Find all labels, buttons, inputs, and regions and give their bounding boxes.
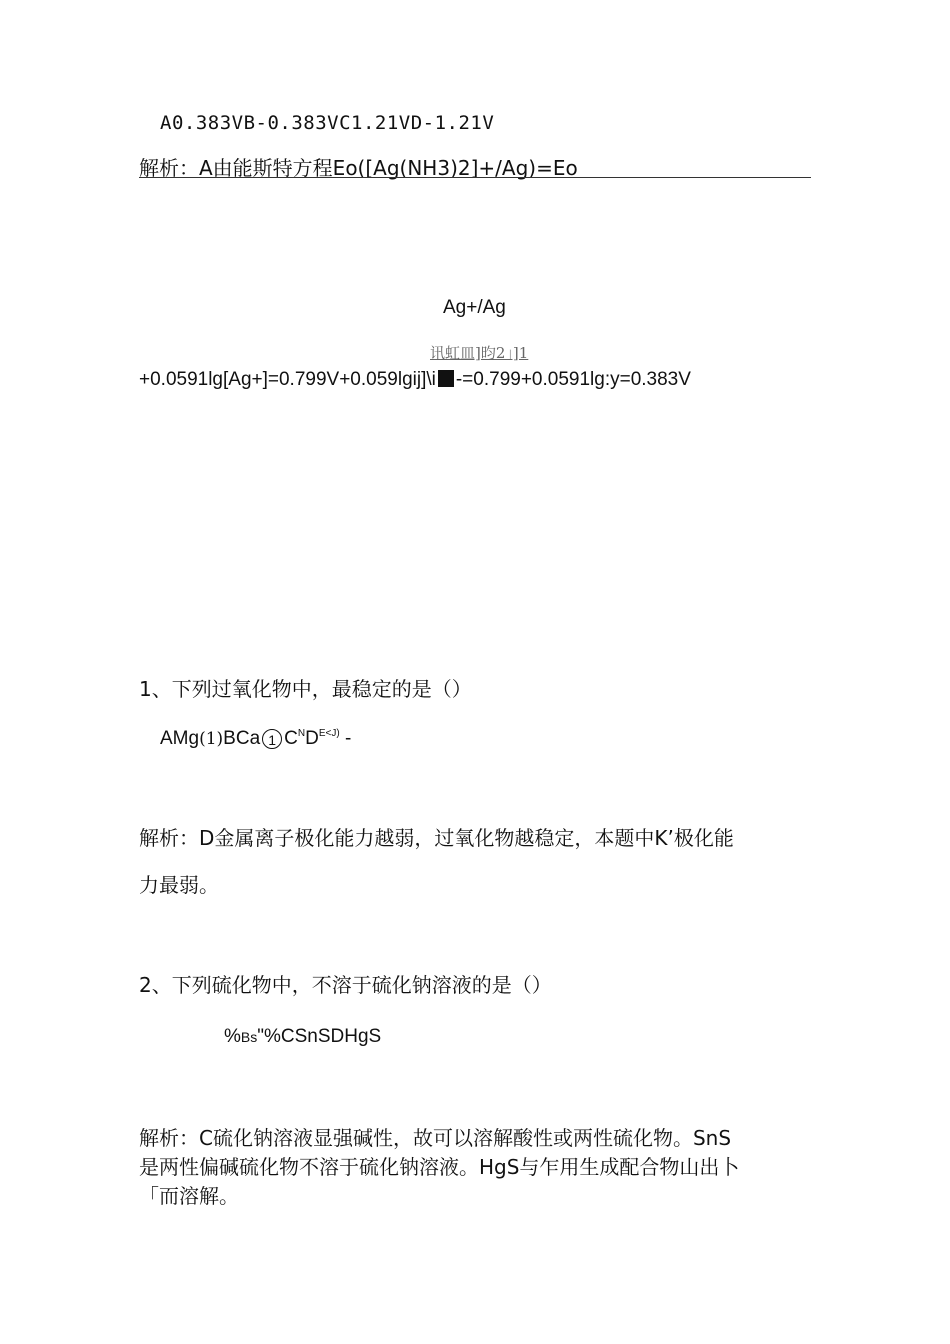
- black-block: [438, 370, 454, 387]
- q1-opt-tail: -: [344, 728, 352, 749]
- q2-analysis-line2: 是两性偏碱硫化物不溶于硫化钠溶液。HgS与乍用生成配合物山出卜: [139, 1155, 740, 1179]
- q2-analysis-line3: 「而溶解。: [139, 1184, 239, 1208]
- q0-formula: [139, 369, 691, 391]
- ag-label: Ag+/Ag: [443, 297, 506, 318]
- q1-opt-c: C: [284, 728, 298, 749]
- circled-one: 1: [262, 729, 282, 749]
- q1-analysis-line2: 力最弱。: [139, 873, 219, 897]
- divider-rule: [139, 177, 811, 178]
- formula-part-a: +0.0591lg[Ag+]=0.799V+0.059lgij]\i: [139, 369, 436, 390]
- q2-options: [224, 1026, 381, 1048]
- q2-opt-rest: "%CSnSDHgS: [257, 1026, 382, 1047]
- q2-opt-prefix: %: [224, 1026, 241, 1047]
- q1-opt-b: BCa: [223, 728, 261, 749]
- q0-options: A0.383VB-0.383VC1.21VD-1.21V: [160, 112, 495, 134]
- q1-options: [160, 728, 351, 750]
- q1-opt-d-sup: E<J): [318, 728, 340, 739]
- q2-opt-b: Bs: [240, 1029, 258, 1045]
- q1-analysis-line1: 解析：D金属离子极化能力越弱，过氧化物越稳定，本题中K’极化能: [139, 826, 734, 850]
- q2-analysis-line1: 解析：C硫化钠溶液显强碱性，故可以溶解酸性或两性硫化物。SnS: [139, 1126, 732, 1150]
- formula-part-b: -=0.799+0.0591lg:y=0.383V: [455, 369, 691, 390]
- q1-opt-a: AMg: [160, 728, 200, 749]
- garbled-fraction: 讯虹皿]昀2」]1: [430, 344, 529, 362]
- q1-opt-c-sup: N: [297, 728, 306, 739]
- q0-analysis: 解析：A由能斯特方程Eo([Ag(NH3)2]+/Ag)=Eo: [139, 156, 578, 180]
- q1-opt-d: D: [305, 728, 319, 749]
- q1-question: 1、下列过氧化物中，最稳定的是（）: [139, 677, 472, 701]
- q2-question: 2、下列硫化物中，不溶于硫化钠溶液的是（）: [139, 973, 552, 997]
- q1-opt-a-mark: (1): [199, 729, 224, 749]
